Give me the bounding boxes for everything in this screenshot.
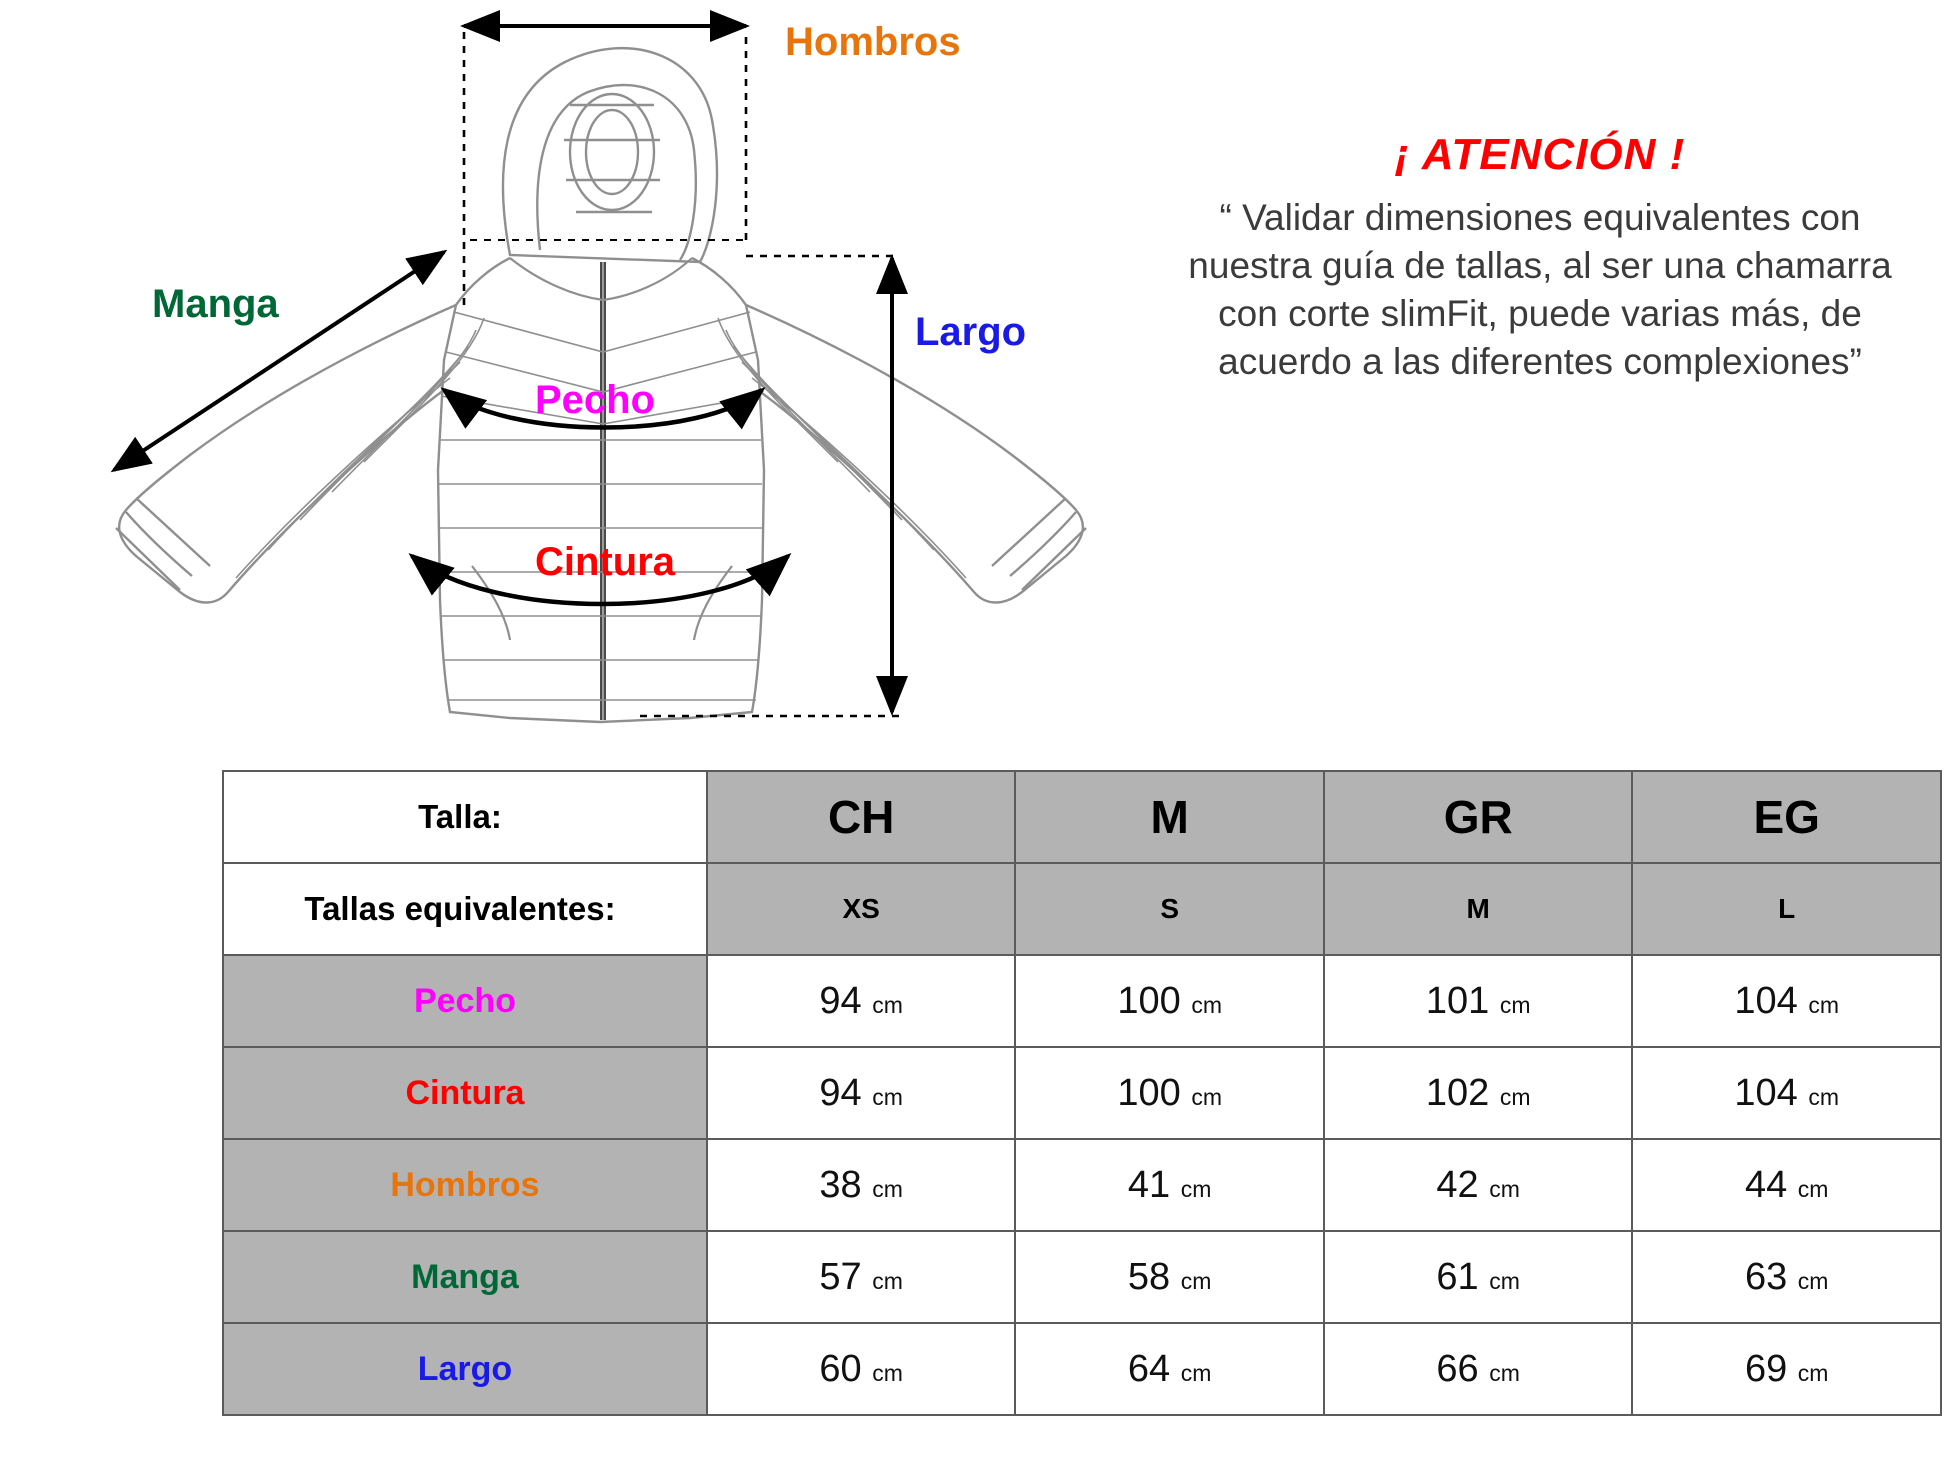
notice-title: ¡ ATENCIÓN ! (1394, 130, 1686, 179)
label-cintura: Cintura (535, 540, 675, 584)
cell-manga-gr: 61 cm (1324, 1231, 1633, 1323)
measurement-label-pecho: Pecho (223, 955, 707, 1047)
cell-manga-ch: 57 cm (707, 1231, 1016, 1323)
size-table (222, 770, 1942, 1416)
cell-hombros-ch: 38 cm (707, 1139, 1016, 1231)
cell-cintura-m: 100 cm (1015, 1047, 1324, 1139)
table-row-equivalent-header (223, 863, 1941, 955)
table-row-size-header (223, 771, 1941, 863)
table-row (223, 1047, 1941, 1139)
table-row (223, 955, 1941, 1047)
label-manga: Manga (152, 282, 279, 326)
notice-body: “ Validar dimensiones equivalentes con nuestra guía de tallas, al ser una chamarra con corte slimFit, puede varias más, de acuerdo a las diferentes complexiones” (1188, 197, 1892, 383)
table-row (223, 1231, 1941, 1323)
cell-pecho-m: 100 cm (1015, 955, 1324, 1047)
equivalent-size-1: XS (707, 863, 1016, 955)
cell-manga-eg: 63 cm (1632, 1231, 1941, 1323)
cell-pecho-ch: 94 cm (707, 955, 1016, 1047)
cell-largo-gr: 66 cm (1324, 1323, 1633, 1415)
equivalent-size-4: L (1632, 863, 1941, 955)
size-header-2: M (1015, 771, 1324, 863)
cell-manga-m: 58 cm (1015, 1231, 1324, 1323)
measurement-label-hombros: Hombros (223, 1139, 707, 1231)
cell-pecho-gr: 101 cm (1324, 955, 1633, 1047)
measurement-label-largo: Largo (223, 1323, 707, 1415)
notice-block (1160, 130, 1920, 386)
size-header-4: EG (1632, 771, 1941, 863)
label-hombros: Hombros (785, 20, 961, 64)
measurement-label-manga: Manga (223, 1231, 707, 1323)
size-header-1: CH (707, 771, 1016, 863)
cell-largo-eg: 69 cm (1632, 1323, 1941, 1415)
equivalent-size-2: S (1015, 863, 1324, 955)
cell-largo-m: 64 cm (1015, 1323, 1324, 1415)
label-pecho: Pecho (535, 378, 656, 422)
table-row (223, 1139, 1941, 1231)
cell-largo-ch: 60 cm (707, 1323, 1016, 1415)
cell-hombros-m: 41 cm (1015, 1139, 1324, 1231)
table-row (223, 1323, 1941, 1415)
equivalent-size-3: M (1324, 863, 1633, 955)
row-label-talla: Talla: (223, 771, 707, 863)
cell-pecho-eg: 104 cm (1632, 955, 1941, 1047)
jacket-diagram (40, 0, 1130, 760)
size-table-wrap (222, 770, 1942, 1416)
row-label-tallas-equivalentes: Tallas equivalentes: (223, 863, 707, 955)
label-largo: Largo (915, 310, 1027, 354)
measurement-label-cintura: Cintura (223, 1047, 707, 1139)
cell-cintura-eg: 104 cm (1632, 1047, 1941, 1139)
cell-hombros-gr: 42 cm (1324, 1139, 1633, 1231)
cell-cintura-ch: 94 cm (707, 1047, 1016, 1139)
size-header-3: GR (1324, 771, 1633, 863)
cell-cintura-gr: 102 cm (1324, 1047, 1633, 1139)
cell-hombros-eg: 44 cm (1632, 1139, 1941, 1231)
